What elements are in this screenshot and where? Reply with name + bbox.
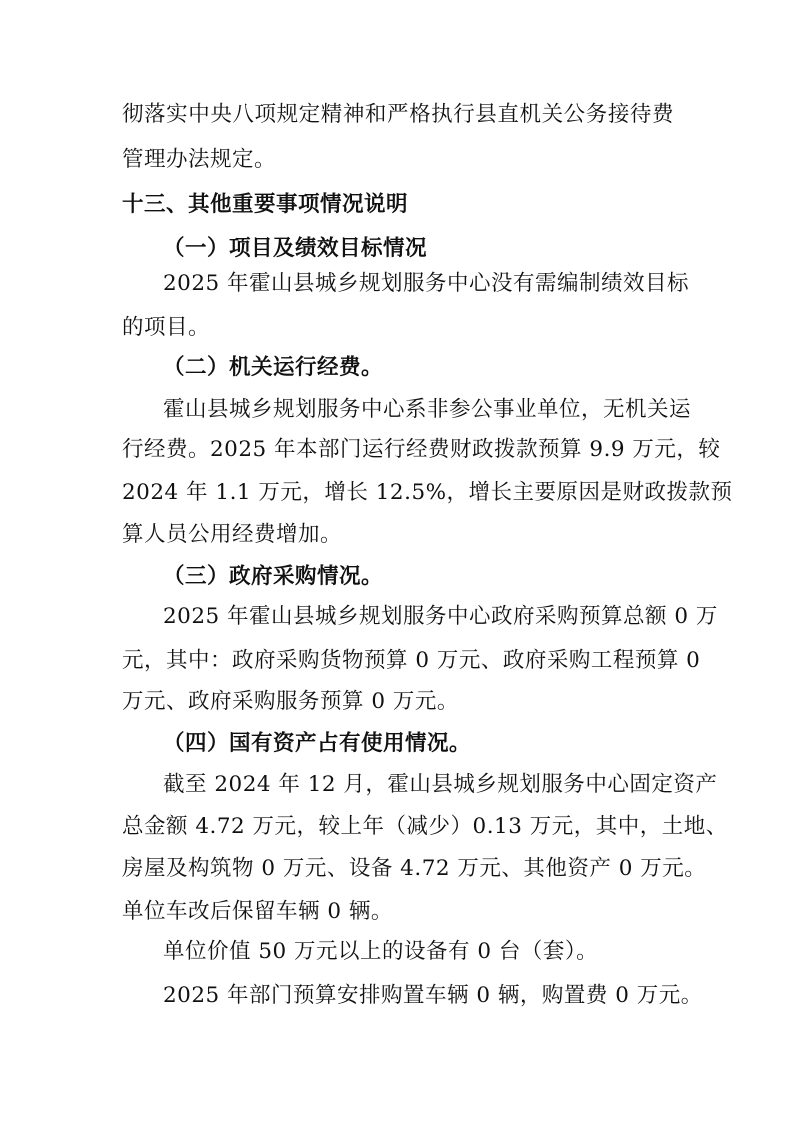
paragraph-line: 房屋及构筑物 0 万元、设备 4.72 万元、其他资产 0 万元。 (122, 856, 707, 881)
paragraph-line: 总金额 4.72 万元，较上年（减少）0.13 万元，其中，土地、 (122, 814, 728, 839)
paragraph-line: 截至 2024 年 12 月，霍山县城乡规划服务中心固定资产 (163, 772, 718, 797)
paragraph-line: 彻落实中央八项规定精神和严格执行县直机关公务接待费 (122, 102, 674, 127)
paragraph-line: 万元、政府采购服务预算 0 万元。 (122, 689, 459, 714)
subsection-heading: （二）机关运行经费。 (163, 355, 384, 380)
paragraph-line: 算人员公用经费增加。 (122, 522, 343, 547)
paragraph-line: 霍山县城乡规划服务中心系非参公事业单位，无机关运 (163, 397, 692, 422)
paragraph-line: 管理办法规定。 (122, 147, 277, 172)
paragraph-line: 2025 年霍山县城乡规划服务中心没有需编制绩效目标 (163, 271, 690, 296)
subsection-heading: （三）政府采购情况。 (163, 564, 384, 589)
paragraph-line: 单位价值 50 万元以上的设备有 0 台（套）。 (163, 939, 599, 964)
paragraph-line: 单位车改后保留车辆 0 辆。 (122, 899, 393, 924)
paragraph-line: 2024 年 1.1 万元，增长 12.5%，增长主要原因是财政拨款预 (122, 480, 733, 505)
section-heading: 十三、其他重要事项情况说明 (122, 192, 409, 217)
paragraph-line: 2025 年霍山县城乡规划服务中心政府采购预算总额 0 万 (163, 604, 718, 629)
paragraph-line: 的项目。 (122, 315, 211, 340)
subsection-heading: （四）国有资产占有使用情况。 (163, 731, 472, 756)
paragraph-line: 2025 年部门预算安排购置车辆 0 辆，购置费 0 万元。 (163, 983, 703, 1008)
subsection-heading: （一）项目及绩效目标情况 (163, 236, 428, 261)
paragraph-line: 行经费。2025 年本部门运行经费财政拨款预算 9.9 万元，较 (122, 437, 721, 462)
paragraph-line: 元，其中：政府采购货物预算 0 万元、政府采购工程预算 0 (122, 648, 701, 673)
